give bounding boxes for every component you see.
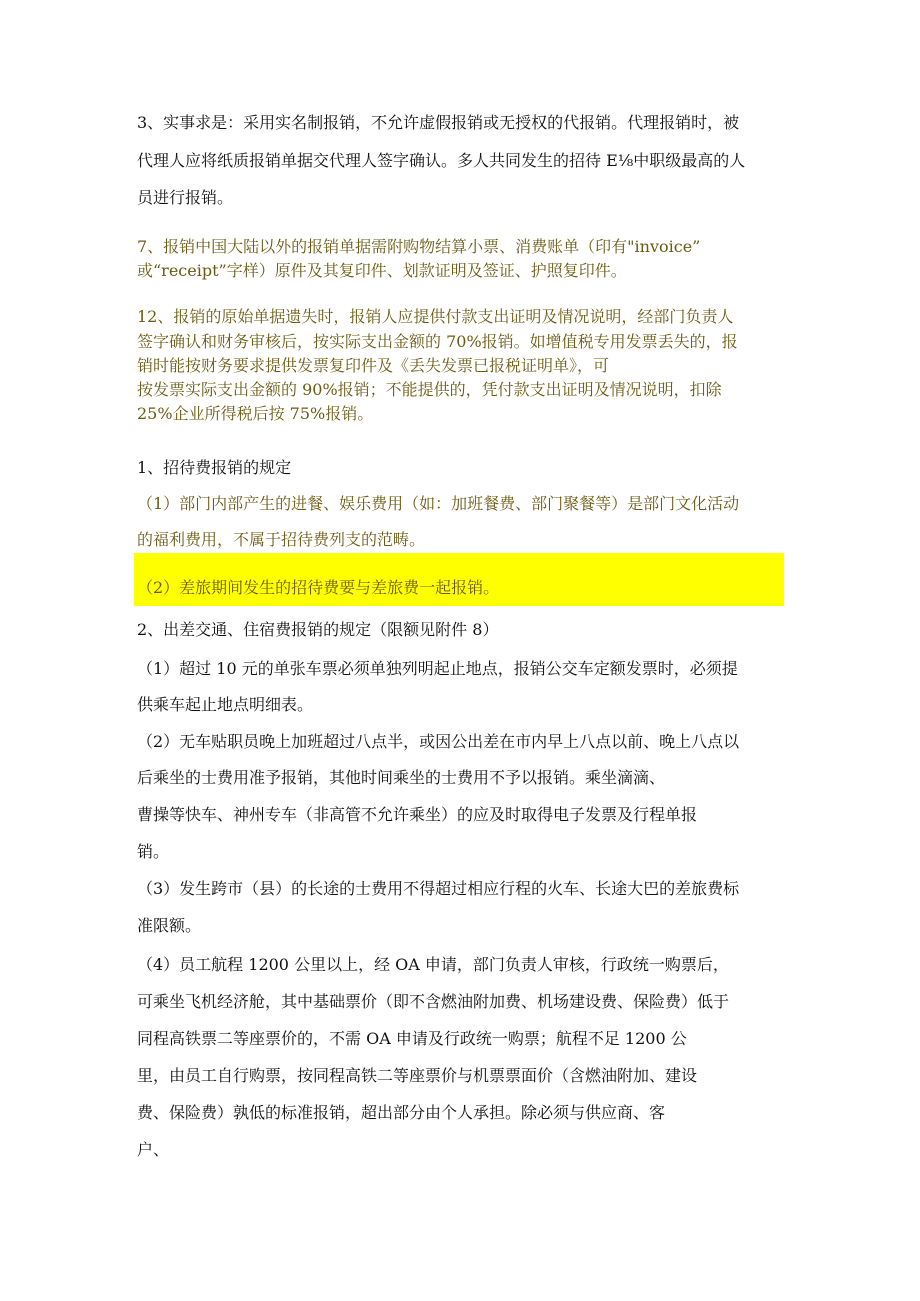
- section-1-item-2: （2）差旅期间发生的招待费要与差旅费一起报销。: [137, 578, 500, 597]
- section-2-line-5: 曹操等快车、神州专车（非高管不允许乘坐）的应及时取得电子发票及行程单报: [137, 805, 698, 824]
- section-2-line-7: （3）发生跨市（县）的长途的士费用不得超过相应行程的火车、长途大巴的差旅费标: [137, 879, 740, 898]
- section-2-line-6: 销。: [137, 842, 170, 861]
- para-2-line-2: 或“receipt”字样）原件及其复印件、划款证明及签证、护照复印件。: [137, 261, 627, 280]
- para-2-line-1: 7、报销中国大陆以外的报销单据需附购物结算小票、消费账单（印有"invoice”: [137, 237, 701, 256]
- para-3-line-3: 销时能按财务要求提供发票复印件及《丢失发票已报税证明单》，可: [137, 356, 610, 375]
- section-2-line-9: （4）员工航程 1200 公里以上，经 OA 申请，部门负责人审核，行政统一购票后，: [137, 955, 729, 974]
- section-2-line-10: 可乘坐飞机经济舱，其中基础票价（即不含燃油附加费、机场建设费、保险费）低于: [137, 992, 730, 1011]
- section-2-line-13: 费、保险费）孰低的标准报销，超出部分由个人承担。除必须与供应商、客: [137, 1103, 666, 1122]
- para-3-line-5: 25%企业所得税后按 75%报销。: [137, 404, 374, 423]
- para-1-line-2: 代理人应将纸质报销单据交代理人签字确认。多人共同发生的招待 E⅛中职级最高的人: [137, 151, 746, 170]
- para-3-line-1: 12、报销的原始单据遗失时，报销人应提供付款支出证明及情况说明，经部门负责人: [137, 307, 734, 326]
- section-1-item-1-line-1: （1）部门内部产生的进餐、娱乐费用（如：加班餐费、部门聚餐等）是部门文化活动: [137, 494, 740, 513]
- section-2-line-2: 供乘车起止地点明细表。: [137, 695, 314, 714]
- section-2-heading: 2、出差交通、住宿费报销的规定（限额见附件 8）: [137, 620, 499, 639]
- para-3-line-2: 签字确认和财务审核后，按实际支出金额的 70%报销。如增值税专用发票丢失的，报: [137, 332, 738, 351]
- section-2-line-3: （2）无车贴职员晚上加班超过八点半，或因公出差在市内早上八点以前、晚上八点以: [137, 732, 740, 751]
- para-1-line-3: 员进行报销。: [137, 188, 234, 207]
- section-1-heading: 1、招待费报销的规定: [137, 458, 292, 477]
- para-1-line-1: 3、实事求是：采用实名制报销，不允许虚假报销或无授权的代报销。代理报销时，被: [137, 113, 740, 132]
- section-2-line-1: （1）超过 10 元的单张车票必须单独列明起止地点，报销公交车定额发票时，必须提: [137, 659, 738, 678]
- section-1-item-1-line-2: 的福利费用，不属于招待费列支的范畴。: [137, 530, 426, 549]
- para-3-line-4: 按发票实际支出金额的 90%报销；不能提供的，凭付款支出证明及情况说明，扣除: [137, 380, 722, 399]
- section-2-line-11: 同程高铁票二等座票价的，不需 OA 申请及行政统一购票；航程不足 1200 公: [137, 1029, 687, 1048]
- section-2-line-8: 准限额。: [137, 916, 202, 935]
- section-2-line-14: 户、: [137, 1140, 170, 1159]
- section-2-line-4: 后乘坐的士费用准予报销，其他时间乘坐的士费用不予以报销。乘坐滴滴、: [137, 768, 666, 787]
- section-2-line-12: 里，由员工自行购票，按同程高铁二等座票价与机票票面价（含燃油附加、建设: [137, 1066, 698, 1085]
